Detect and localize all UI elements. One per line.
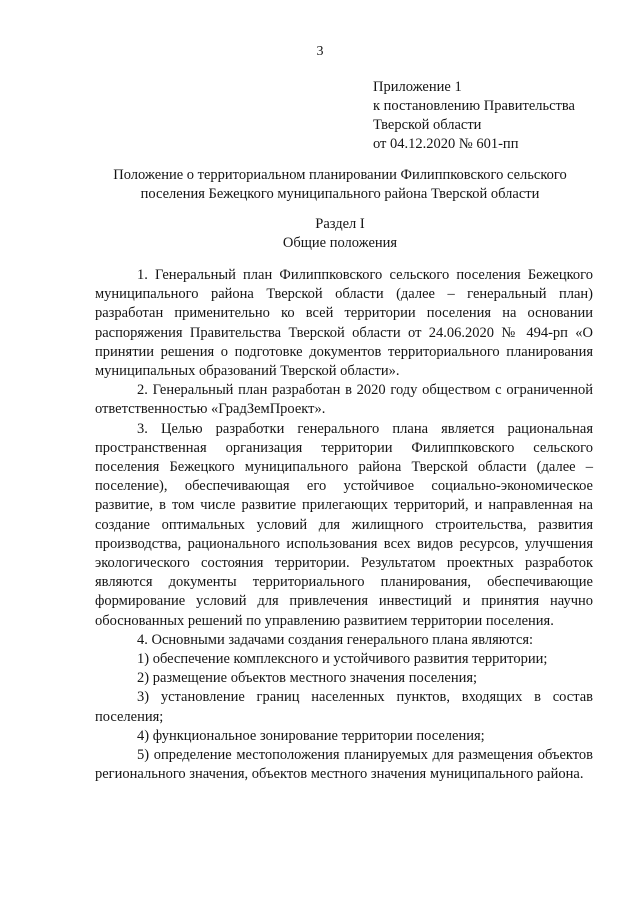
appendix-line: от 04.12.2020 № 601-пп <box>373 136 519 152</box>
appendix-line: Тверской области <box>373 117 482 133</box>
list-item: 5) определение местоположения планируемых для размещения объектов регионального значения, объектов местного значения муниципального района. <box>95 747 593 783</box>
page-number: 3 <box>316 44 324 59</box>
list-item: 3) установление границ населенных пунктов, входящих в состав поселения; <box>95 689 593 725</box>
title-line: Положение о территориальном планировании Филиппковского сельского <box>113 167 567 183</box>
document-title <box>90 166 590 204</box>
list-item: 2) размещение объектов местного значения поселения; <box>137 670 478 687</box>
paragraph: 4. Основными задачами создания генерального плана являются: <box>137 631 534 648</box>
section-name: Общие положения <box>282 235 398 251</box>
appendix-line: Приложение 1 <box>373 79 462 95</box>
list-item: 4) функциональное зонирование территории поселения; <box>137 727 485 744</box>
paragraph: 1. Генеральный план Филиппковского сельского поселения Бежецкого муниципального района Тверской области (далее – генеральный план) разработан применительно ко всей территории поселения на основании распоряжения Правительства Тверской области от 24.06.2020 № 494-рп «О принятии решения о подготовке документов территориального планирования муниципальных образований Тверской области». <box>95 267 593 380</box>
section-heading <box>90 215 590 253</box>
paragraph: 2. Генеральный план разработан в 2020 году обществом с ограниченной ответственностью «ГрадЗемПроект». <box>95 382 593 418</box>
list-item: 1) обеспечение комплексного и устойчивого развития территории; <box>137 651 548 668</box>
section-number: Раздел I <box>315 216 365 232</box>
title-line: поселения Бежецкого муниципального района Тверской области <box>140 186 540 202</box>
appendix-header <box>373 78 575 154</box>
appendix-line: к постановлению Правительства <box>373 98 575 114</box>
document-body <box>95 266 593 784</box>
paragraph: 3. Целью разработки генерального плана является рациональная пространственная организация территории Филиппковского сельского поселения Бежецкого муниципального района Тверской области (далее – поселение), обеспечивающая его устойчивое социально-экономическое развитие, в том числе развитие прилегающих территорий, и направленная на создание оптимальных условий для жилищного строительства, развития производства, рационального использования всех видов ресурсов, улучшения экологического состояния территории. Результатом проектных разработок являются документы территориального планирования, обеспечивающие формирование условий для привлечения инвестиций и принятия научно обоснованных решений по управлению развитием территории поселения. <box>95 420 593 629</box>
